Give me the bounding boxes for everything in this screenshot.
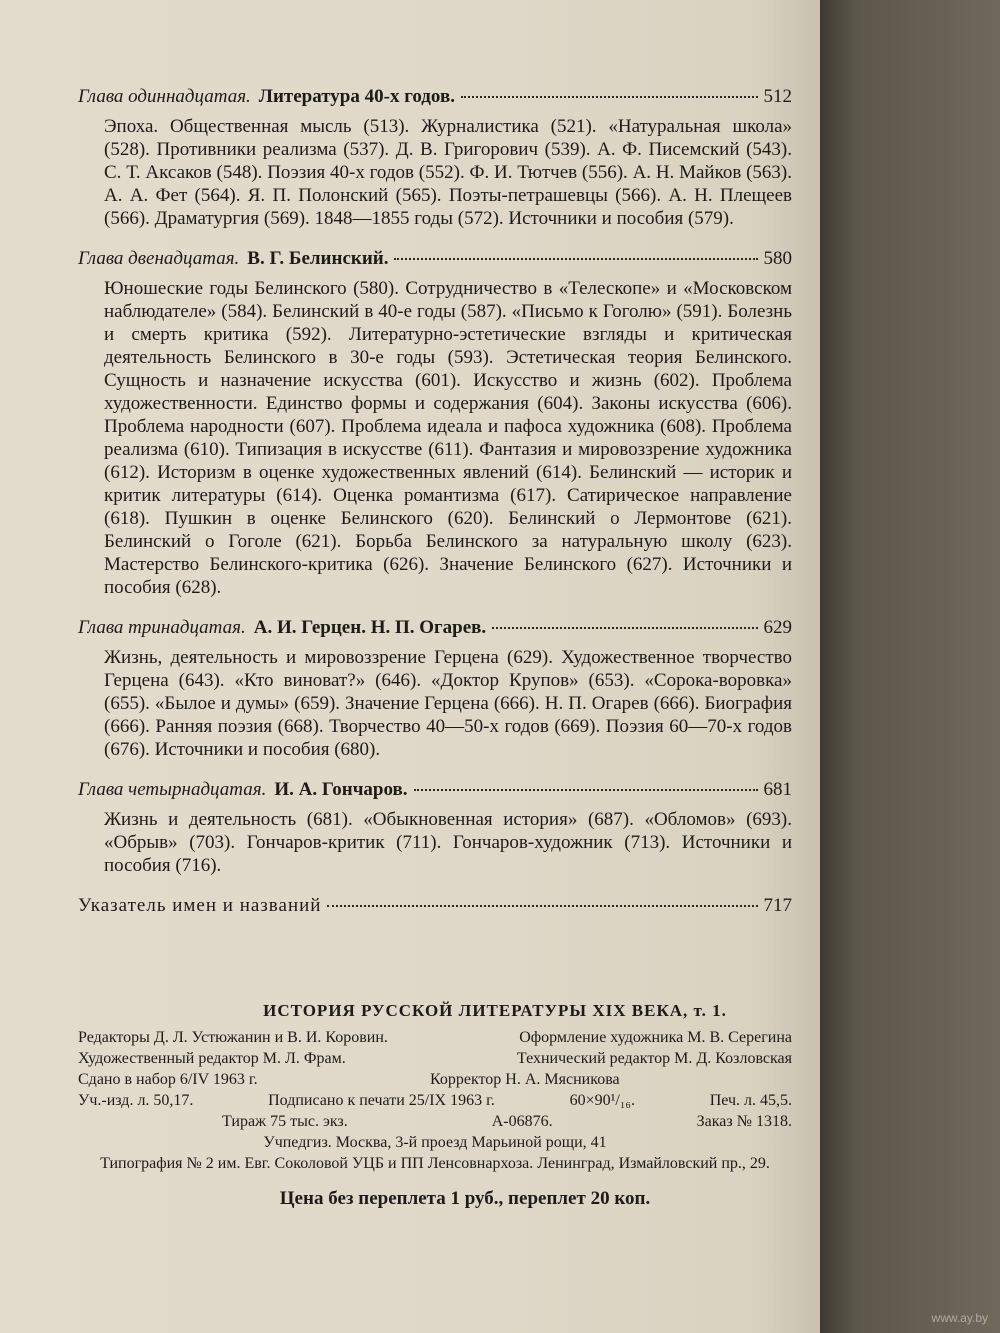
table-of-contents xyxy=(78,84,792,934)
imprint-row-art xyxy=(78,1048,792,1069)
toc-entry-chapter-11 xyxy=(78,84,792,230)
chapter-contents: Юношеские годы Белинского (580). Сотрудничество в «Телескопе» и «Московском наблюдателе» (584). Белинский в 40-е годы (587). «Письмо к Гоголю» (591). Болезнь и смерть критика (592). Литературно-эстетические взгляды и критическая деятельность Белинского в 30-е годы (593). Эстетическая теория Белинского. Сущность и назначение искусства (601). Искусство и жизнь (602). Проблема художественности. Единство формы и содержания (604). Законы искусства (606). Проблема народности (607). Проблема идеала и пафоса художника (608). Проблема реализма (610). Типизация в искусстве (611). Фантазия и мировоззрение художника (612). Историзм в оценке художественных явлений (614). Белинский — историк и критик литературы (614). Оценка романтизма (617). Сатирическое направление (618). Пушкин в оценке Белинского (620). Белинский о Лермонтове (621). Белинский о Гоголе (621). Борьба Белинского за натуральную школу (623). Мастерство Белинского-критика (626). Значение Белинского (627). Источники и пособия (628). xyxy=(104,278,792,598)
imprint-row-publisher xyxy=(78,1132,792,1153)
chapter-page: 580 xyxy=(763,248,792,269)
publisher: Учпедгиз. Москва, 3-й проезд Марьиной рощи, 41 xyxy=(263,1134,607,1151)
code: А-06876. xyxy=(491,1113,553,1130)
chapter-heading xyxy=(78,84,792,109)
price: Цена без переплета 1 руб., переплет 20 коп. xyxy=(279,1188,651,1209)
toc-entry-chapter-13 xyxy=(78,615,792,761)
chapter-title: И. А. Гончаров. xyxy=(274,779,408,800)
chapter-label: Глава тринадцатая. xyxy=(78,617,246,638)
imprint-row-editors xyxy=(78,1027,792,1048)
index-title: Указатель имен и названий xyxy=(78,895,322,916)
chapter-label: Глава четырнадцатая. xyxy=(78,779,267,800)
sent-date: Сдано в набор 6/IV 1963 г. xyxy=(78,1071,258,1088)
site-watermark: www.ay.by xyxy=(931,1311,988,1325)
dot-leader xyxy=(461,96,758,98)
chapter-page: 681 xyxy=(763,779,792,800)
colophon xyxy=(78,1000,792,1209)
chapter-label: Глава двенадцатая. xyxy=(78,248,240,269)
chapter-contents: Эпоха. Общественная мысль (513). Журналистика (521). «Натуральная школа» (528). Противники реализма (537). Д. В. Григорович (539). А. Ф. Писемский (543). С. Т. Аксаков (548). Поэзия 40-х годов (552). Ф. И. Тютчев (556). А. Н. Майков (563). А. А. Фет (564). Я. П. Полонский (565). Поэты-петрашевцы (566). А. Н. Плещеев (566). Драматургия (569). 1848—1855 годы (572). Источники и пособия (579). xyxy=(104,116,792,229)
chapter-heading xyxy=(78,777,792,802)
imprint-row-sent xyxy=(78,1069,792,1090)
printer: Типография № 2 им. Евг. Соколовой УЦБ и ПП Ленсовнархоза. Ленинград, Измайловский пр., 29. xyxy=(100,1155,770,1172)
chapter-label: Глава одиннадцатая. xyxy=(78,86,251,107)
chapter-title: А. И. Герцен. Н. П. Огарев. xyxy=(253,617,487,638)
book-title: ИСТОРИЯ РУССКОЙ ЛИТЕРАТУРЫ XIX ВЕКА, т. 1. xyxy=(263,1001,727,1020)
chapter-page: 512 xyxy=(763,86,792,107)
chapter-page: 629 xyxy=(763,617,792,638)
design: Оформление художника М. В. Серегина xyxy=(519,1029,792,1046)
imprint-row-sheets xyxy=(78,1090,792,1111)
chapter-title: Литература 40-х годов. xyxy=(258,86,455,107)
print-run: Тираж 75 тыс. экз. xyxy=(222,1113,348,1130)
pub-sheets: Уч.-изд. л. 50,17. xyxy=(78,1092,194,1109)
toc-entry-index xyxy=(78,893,792,918)
dot-leader xyxy=(492,627,757,629)
format: 60×90¹/₁₆. xyxy=(569,1092,635,1109)
order: Заказ № 1318. xyxy=(696,1113,792,1130)
tech-editor: Технический редактор М. Д. Козловская xyxy=(516,1050,792,1067)
index-heading xyxy=(78,893,792,918)
dot-leader xyxy=(414,789,758,791)
art-editor: Художественный редактор М. Л. Фрам. xyxy=(78,1050,346,1067)
book-cover-edge xyxy=(820,0,1000,1333)
toc-entry-chapter-14 xyxy=(78,777,792,877)
index-page: 717 xyxy=(763,895,792,916)
chapter-contents: Жизнь и деятельность (681). «Обыкновенная история» (687). «Обломов» (693). «Обрыв» (703). Гончаров-критик (711). Гончаров-художник (713). Источники и пособия (716). xyxy=(104,809,792,876)
print-sheets: Печ. л. 45,5. xyxy=(709,1092,792,1109)
chapter-heading xyxy=(78,615,792,640)
editors: Редакторы Д. Л. Устюжанин и В. И. Коровин. xyxy=(78,1029,388,1046)
imprint-row-run xyxy=(78,1111,792,1132)
dot-leader xyxy=(327,905,757,907)
toc-entry-chapter-12 xyxy=(78,246,792,599)
chapter-heading xyxy=(78,246,792,271)
dot-leader xyxy=(394,258,757,260)
imprint-row-printer xyxy=(78,1153,792,1174)
chapter-contents: Жизнь, деятельность и мировоззрение Герцена (629). Художественное творчество Герцена (643). «Кто виноват?» (646). «Доктор Крупов» (653). «Сорока-воровка» (655). «Былое и думы» (659). Значение Герцена (666). Н. П. Огарев (666). Биография (666). Ранняя поэзия (668). Творчество 40—50-х годов (669). Поэзия 60—70-х годов (676). Источники и пособия (680). xyxy=(104,647,792,760)
chapter-title: В. Г. Белинский. xyxy=(247,248,389,269)
corrector: Корректор Н. А. Мясникова xyxy=(429,1071,620,1088)
signed-date: Подписано к печати 25/IX 1963 г. xyxy=(268,1092,495,1109)
